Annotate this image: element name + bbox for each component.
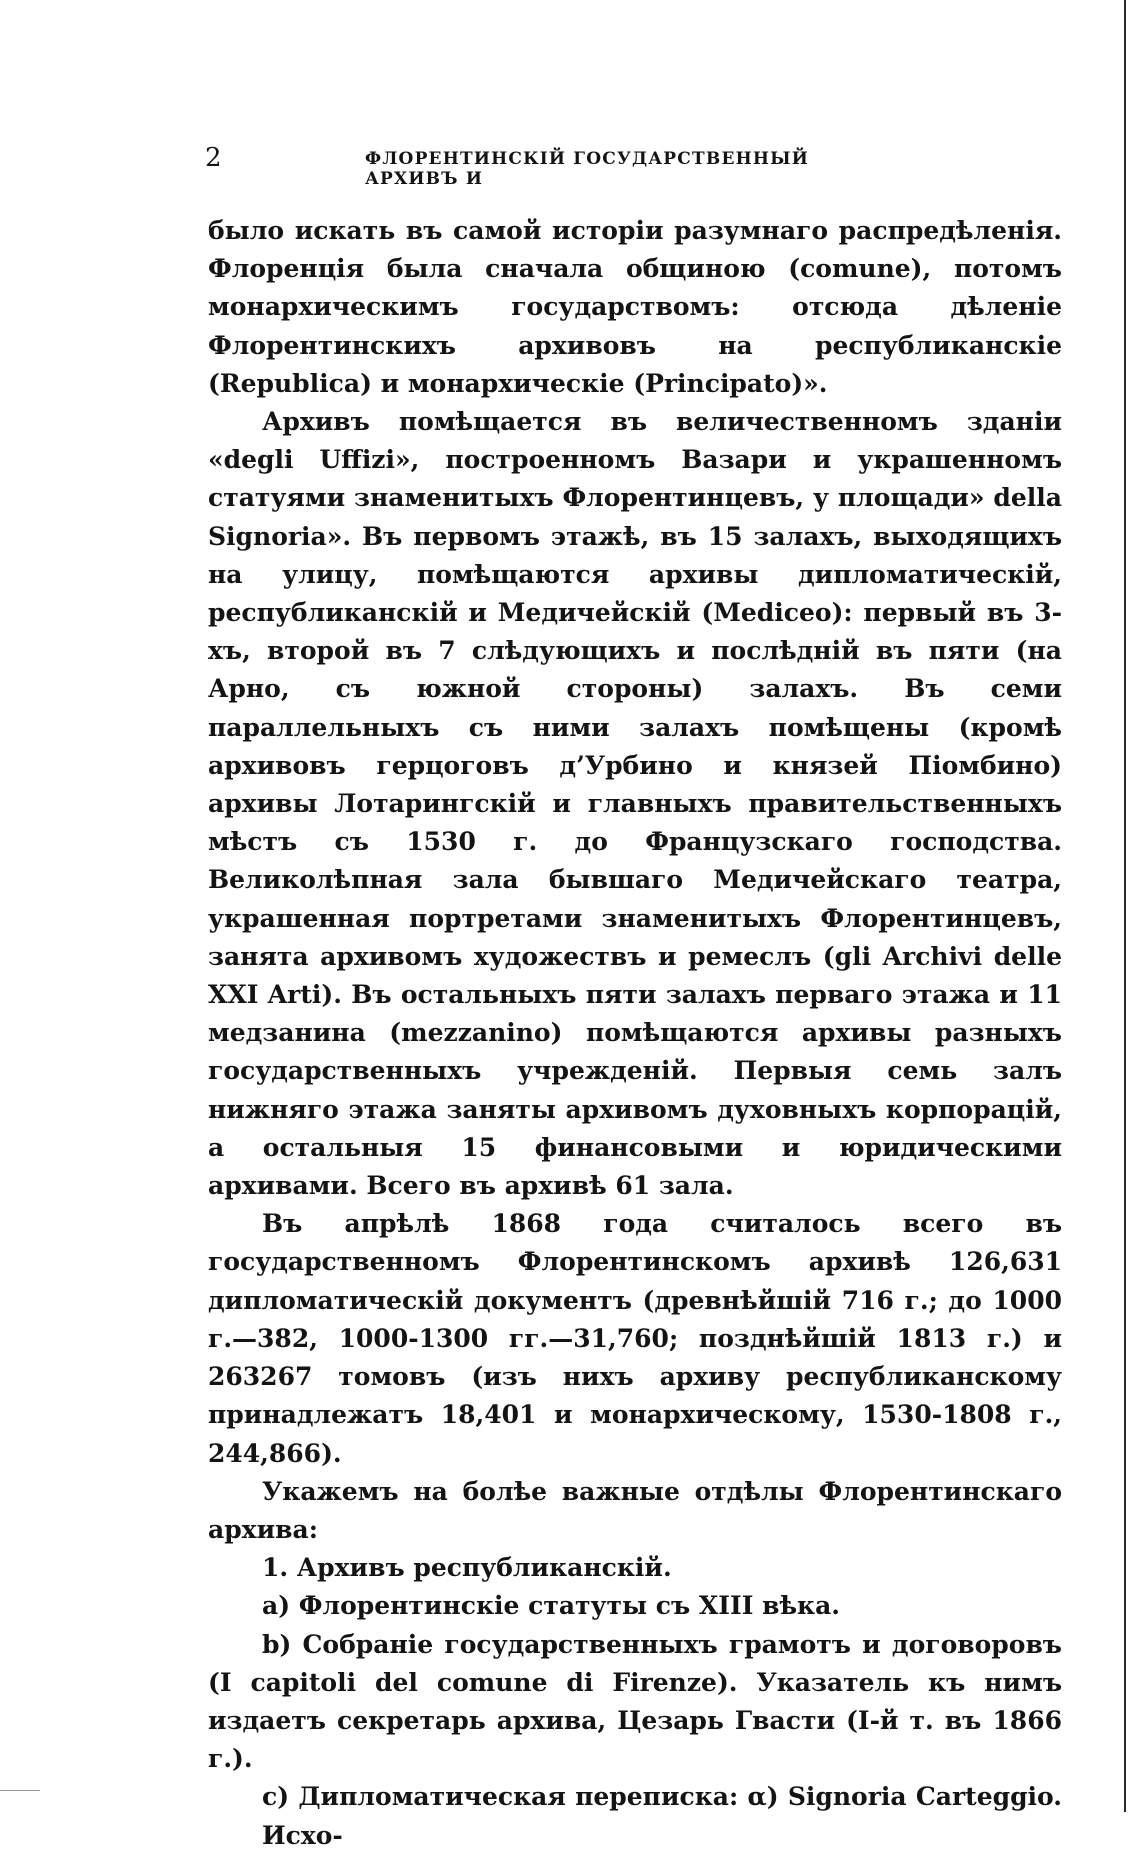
list-item-charters: b) Собраніе государственныхъ грамотъ и договоровъ (I capitoli del comune di Firenze). Указатель къ нимъ издаетъ секретарь архива, Цезарь Гвасти (I-й т. въ 1866 г.). <box>208 1629 1062 1774</box>
paragraph-sections-intro: Укажемъ на болѣе важные отдѣлы Флорентинскаго архива: <box>208 1476 1062 1544</box>
list-item-diplomatic-correspondence: c) Дипломатическая переписка: α) Signoria Carteggio. Исхо- <box>262 1782 1062 1850</box>
paragraph-archive-statistics: Въ апрѣлѣ 1868 года считалось всего въ государственномъ Флорентинскомъ архивѣ 126,631 дипломатическій документъ (древнѣйшій 716 г.; до 1000 г.—382, 1000-1300 гг.—31,760; позднѣйшій 1813 г.) и 263267 томовъ (изъ нихъ архиву республиканскому принадлежатъ 18,401 и монархическому, 1530-1808 г., 244,866). <box>208 1209 1062 1468</box>
page-edge-line <box>1124 0 1126 1812</box>
paragraph-archive-building: Архивъ помѣщается въ величественномъ зданіи «degli Uffizi», построенномъ Вазари и украшенномъ статуями знаменитыхъ Флорентинцевъ, у площади» della Signoria». Въ первомъ этажѣ, въ 15 залахъ, выходящихъ на улицу, помѣщаются архивы дипломатическій, республиканскій и Медичейскій (Mediceo): первый въ 3-хъ, второй въ 7 слѣдующихъ и послѣдній въ пяти (на Арно, съ южной стороны) залахъ. Въ семи параллельныхъ съ ними залахъ помѣщены (кромѣ архивовъ герцоговъ д’Урбино и князей Піомбино) архивы Лотарингскій и главныхъ правительственныхъ мѣстъ съ 1530 г. до Французскаго господства. Великолѣпная зала бывшаго Медичейскаго театра, украшенная портретами знаменитыхъ Флорентинцевъ, занята архивомъ художествъ и ремеслъ (gli Archivi delle XXI Arti). Въ остальныхъ пяти залахъ перваго этажа и 11 медзанина (mezzanino) помѣщаются архивы разныхъ государственныхъ учрежденій. Первыя семь залъ нижняго этажа заняты архивомъ духовныхъ корпорацій, а остальныя 15 финансовыми и юридическими архивами. Всего въ архивѣ 61 зала. <box>208 407 1062 1201</box>
list-item-republican-archive: 1. Архивъ республиканскій. <box>262 1553 672 1583</box>
paragraph-continuation: было искать въ самой исторіи разумнаго распредѣленія. Флоренція была сначала общиною (comune), потомъ монархическимъ государствомъ: отсюда дѣленіе Флорентинскихъ архивовъ на республиканскіе (Republica) и монархическіе (Principato)». <box>208 216 1062 398</box>
list-item-statutes: a) Флорентинскіе статуты съ XIII вѣка. <box>262 1591 841 1621</box>
running-title: ФЛОРЕНТИНСКІЙ ГОСУДАРСТВЕННЫЙ АРХИВЪ И <box>365 149 810 189</box>
scan-edge-mark <box>0 1790 40 1791</box>
body-text <box>208 212 1062 1855</box>
page-number: 2 <box>205 143 222 173</box>
page-header <box>205 143 905 189</box>
